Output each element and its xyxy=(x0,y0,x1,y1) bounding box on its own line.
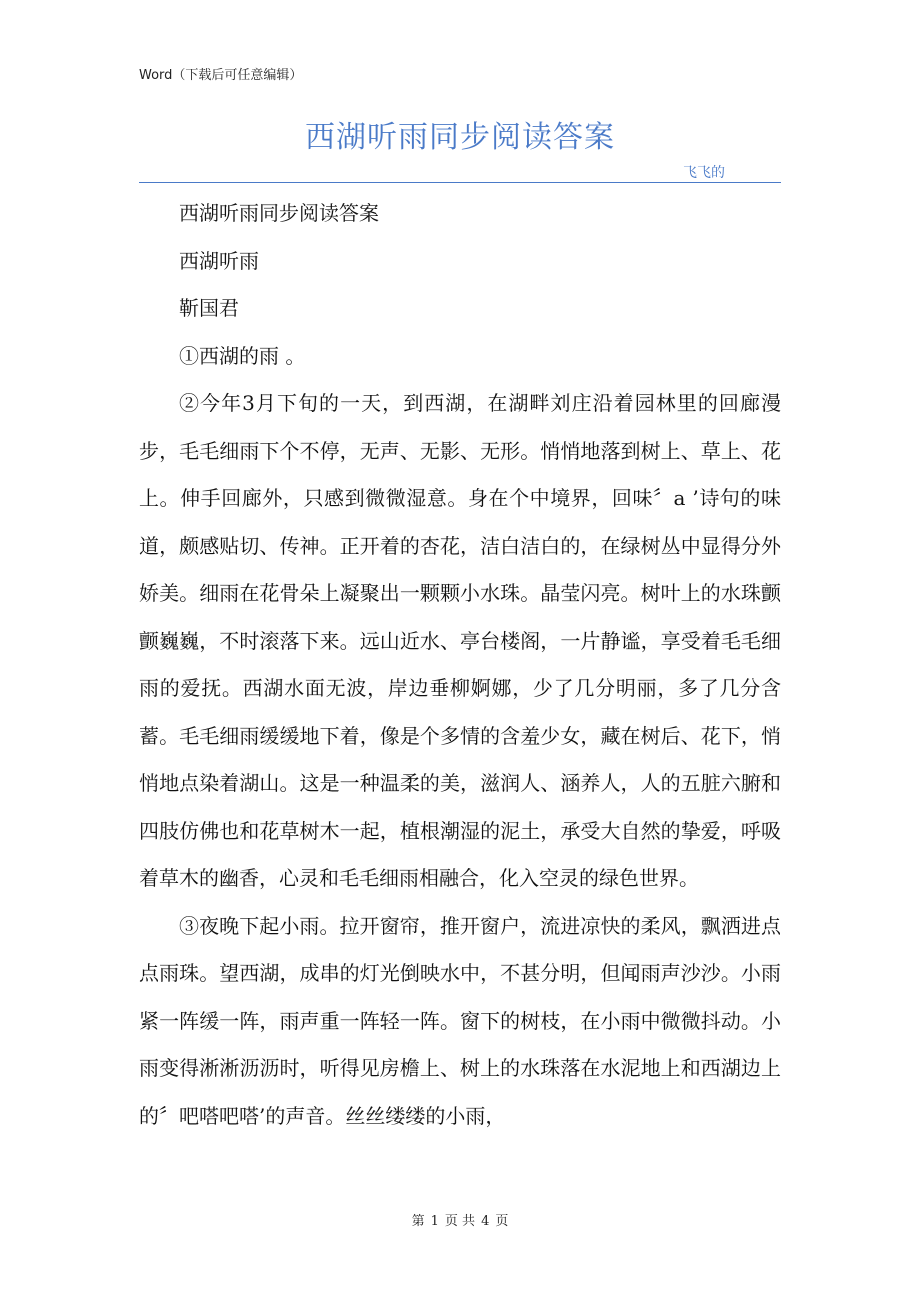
document-header-label: Word（下载后可任意编辑） xyxy=(139,68,303,83)
footer-middle: 页 共 xyxy=(444,1214,476,1229)
footer-total-pages: 4 xyxy=(481,1214,490,1229)
footer-prefix: 第 xyxy=(411,1214,425,1229)
document-author: 飞飞的 xyxy=(683,165,725,181)
paragraph-3: ③夜晚下起小雨。拉开窗帘，推开窗户，流进凉快的柔风，飘洒进点点雨珠。望西湖，成串的灯光倒映水中，不甚分明，但闻雨声沙沙。小雨紧一阵缓一阵，雨声重一阵轻一阵。窗下的树枝，在小雨中微微抖动。小雨变得淅淅沥沥时，听得见房檐上、树上的水珠落在水泥地上和西湖边上的〞吧嗒吧嗒’的声音。丝丝缕缕的小雨， xyxy=(139,913,781,1128)
footer-suffix: 页 xyxy=(495,1214,509,1229)
paragraph-1: ①西湖的雨 。 xyxy=(179,343,306,368)
document-body xyxy=(139,190,781,1140)
footer-page-number: 1 xyxy=(430,1214,439,1229)
paragraph-heading: 西湖听雨同步阅读答案 xyxy=(179,201,379,225)
document-title: 西湖听雨同步阅读答案 xyxy=(305,120,615,155)
page-footer xyxy=(0,1210,920,1229)
title-divider xyxy=(139,182,781,183)
paragraph-essay-title: 西湖听雨 xyxy=(179,248,259,273)
paragraph-2: ②今年3月下旬的一天，到西湖，在湖畔刘庄沿着园林里的回廊漫步，毛毛细雨下个不停，无声、无影、无形。悄悄地落到树上、草上、花上。伸手回廊外，只感到微微湿意。身在个中境界，回味〞a ’诗句的味道，颇感贴切、传神。正开着的杏花，洁白洁白的，在绿树丛中显得分外娇美。细雨在花骨朵上凝聚出一颗颗小水珠。晶莹闪亮。树叶上的水珠颤颤巍巍，不时滚落下来。远山近水、亭台楼阁，一片静谧，享受着毛毛细雨的爱抚。西湖水面无波，岸边垂柳婀娜，少了几分明丽，多了几分含蓄。毛毛细雨缓缓地下着，像是个多情的含羞少女，藏在树后、花下，悄悄地点染着湖山。这是一种温柔的美，滋润人、涵养人，人的五脏六腑和四肢仿佛也和花草树木一起，植根潮湿的泥土，承受大自然的挚爱，呼吸着草木的幽香，心灵和毛毛细雨相融合，化入空灵的绿色世界。 xyxy=(139,391,781,890)
paragraph-essay-author: 靳国君 xyxy=(179,296,239,320)
